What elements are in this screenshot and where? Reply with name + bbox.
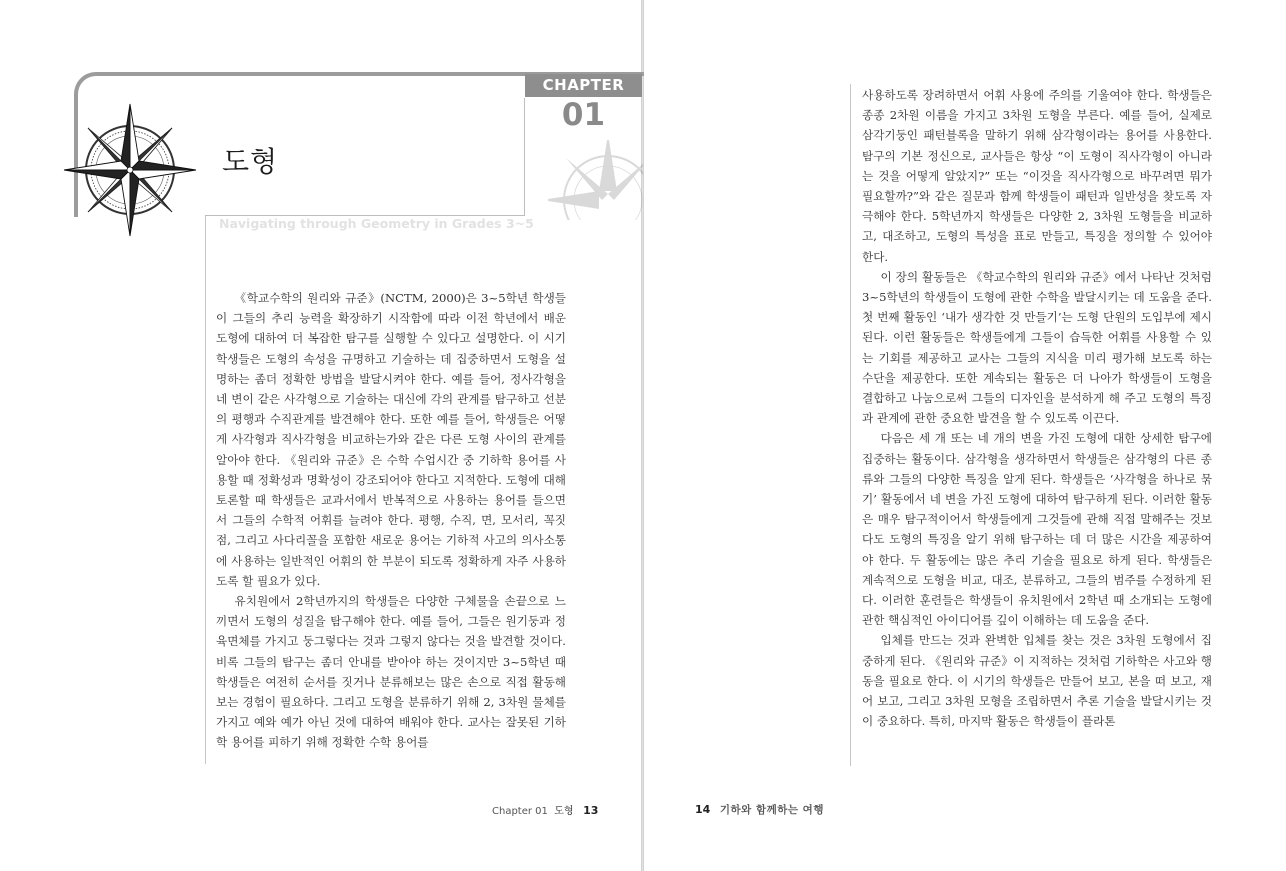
paragraph: 이 장의 활동들은 《학교수학의 원리와 규준》에서 나타난 것처럼 3~5학년의 학생들이 도형에 관한 수학을 발달시키는 데 도움을 준다. 첫 번째 활동인 ‘내가 생각한 것 만들기’는 도형 단원의 도입부에 제시된다. 이런 활동들은 학생들에게 그들이 습득한 어휘를 사용할 수 있는 기회를 제공하고 교사는 그들의 지식을 미리 평가해 보도록 하는 수단을 제공한다. 또한 계속되는 활동은 더 나아가 학생들이 도형을 결합하고 나눔으로써 그들의 디자인을 분석하게 해 주고 도형의 특징과 관계에 관한 중요한 발견을 할 수 있도록 이끈다. (862, 269, 1212, 426)
paragraph: 유치원에서 2학년까지의 학생들은 다양한 구체물을 손끝으로 느끼면서 도형의 성질을 탐구해야 한다. 예를 들어, 그들은 원기둥과 정육면체를 가지고 둥그렇다는 것과 그렇지 않다는 것을 발견할 것이다. 비록 그들의 탐구는 좀더 안내를 받아야 하는 것이지만 3~5학년 때 학생들은 여전히 순서를 짓거나 분류해보는 많은 손으로 직접 활동해보는 경험이 필요하다. 그리고 도형을 분류하기 위해 2, 3차원 물체를 가지고 예와 예가 아닌 것에 대하여 배워야 한다. 교사는 잘못된 기하학 용어를 피하기 위해 정확한 수학 용어를 (216, 594, 566, 750)
paragraph: 다음은 세 개 또는 네 개의 변을 가진 도형에 대한 상세한 탐구에 집중하는 활동이다. 삼각형을 생각하면서 학생들은 삼각형의 다른 종류와 그들의 다양한 특징을 알게 된다. 학생들은 ‘사각형을 하나로 묶기’ 활동에서 네 변을 가진 도형에 대하여 탐구하게 된다. 이러한 활동은 매우 탐구적이어서 학생들에게 그것들에 관해 직접 말해주는 것보다도 도형의 특징을 알기 위해 탐구하는 데 더 많은 시간을 제공하여야 한다. 두 활동에는 많은 추리 기술을 필요로 하게 된다. 학생들은 계속적으로 도형을 비교, 대조, 분류하고, 그들의 범주를 수정하게 된다. 이러한 훈련들은 학생들이 유치원에서 2학년 때 소개되는 도형에 관한 핵심적인 아이디어를 깊이 이해하는 데 도움을 준다. (862, 431, 1212, 628)
paragraph: 《학교수학의 원리와 규준》(NCTM, 2000)은 3~5학년 학생들이 그들의 추리 능력을 확장하기 시작함에 따라 이전 학년에서 배운 도형에 대하여 더 복잡한 탐구를 실행할 수 있다고 설명한다. 이 시기 학생들은 도형의 속성을 규명하고 기술하는 데 집중하면서 도형을 설명하는 좀더 정확한 방법을 발달시켜야 한다. 예를 들어, 정사각형을 네 변이 같은 사각형으로 기술하는 대신에 각의 관계를 탐구하고 선분의 평행과 수직관계를 발견해야 한다. 또한 예를 들어, 학생들은 어떻게 사각형과 직사각형을 비교하는가와 같은 다른 도형 사이의 관계를 알아야 한다. 《원리와 규준》은 수학 수업시간 중 기하학 용어를 사용할 때 정확성과 명확성이 강조되어야 한다고 지적한다. 도형에 대해 토론할 때 학생들은 교과서에서 반복적으로 사용하는 용어를 들으면서 그들의 수학적 어휘를 늘려야 한다. 평행, 수직, 면, 모서리, 꼭짓점, 그리고 사다리꼴을 포함한 새로운 용어는 기하적 사고의 의사소통에 사용하는 일반적인 어휘의 한 부분이 되도록 정확하게 자주 사용하도록 할 필요가 있다. (216, 291, 566, 588)
chapter-subtitle: Navigating through Geometry in Grades 3~5 (219, 216, 534, 231)
footer-chapter: Chapter 01 (492, 806, 548, 817)
left-page-footer (492, 802, 598, 817)
right-page-footer (695, 802, 824, 817)
right-margin-rule (850, 84, 851, 766)
left-page-body (216, 288, 566, 753)
chapter-title: 도형 (222, 145, 279, 178)
compass-watermark-icon (548, 140, 643, 220)
compass-rose-icon (60, 100, 200, 240)
paragraph: 입체를 만드는 것과 완벽한 입체를 찾는 것은 3차원 도형에서 집중하게 된다. 《원리와 규준》이 지적하는 것처럼 기하학은 사고와 행동을 필요로 한다. 이 시기의 학생들은 만들어 보고, 본을 떠 보고, 재어 보고, 그리고 3차원 모형을 조립하면서 추론 기술을 발달시키는 것이 중요하다. 특히, 마지막 활동은 학생들이 플라톤 (862, 633, 1212, 729)
right-page-body (862, 85, 1212, 732)
chapter-label: CHAPTER (525, 74, 642, 97)
page-number-right: 14 (695, 803, 711, 816)
footer-title: 도형 (554, 806, 574, 817)
paragraph: 사용하도록 장려하면서 어휘 사용에 주의를 기울여야 한다. 학생들은 종종 2차원 이름을 가지고 3차원 도형을 부른다. 예를 들어, 실제로 삼각기둥인 패턴블록을 말하기 위해 삼각형이라는 용어를 사용한다. 탐구의 기본 정신으로, 교사들은 항상 “이 도형이 직사각형이 아니라는 것을 어떻게 알았지?” 또는 “이것을 직사각형으로 바꾸려면 뭐가 필요할까?”와 같은 질문과 함께 학생들이 패턴과 일반성을 찾도록 자극해야 한다. 5학년까지 학생들은 다양한 2, 3차원 도형들을 비교하고, 대조하고, 도형의 특성을 표로 만들고, 특징을 정의할 수 있어야 한다. (862, 88, 1212, 264)
page-number-left: 13 (583, 804, 599, 817)
chapter-number: 01 (561, 97, 606, 133)
left-margin-rule (205, 216, 206, 764)
footer-book-title: 기하와 함께하는 여행 (719, 804, 824, 816)
